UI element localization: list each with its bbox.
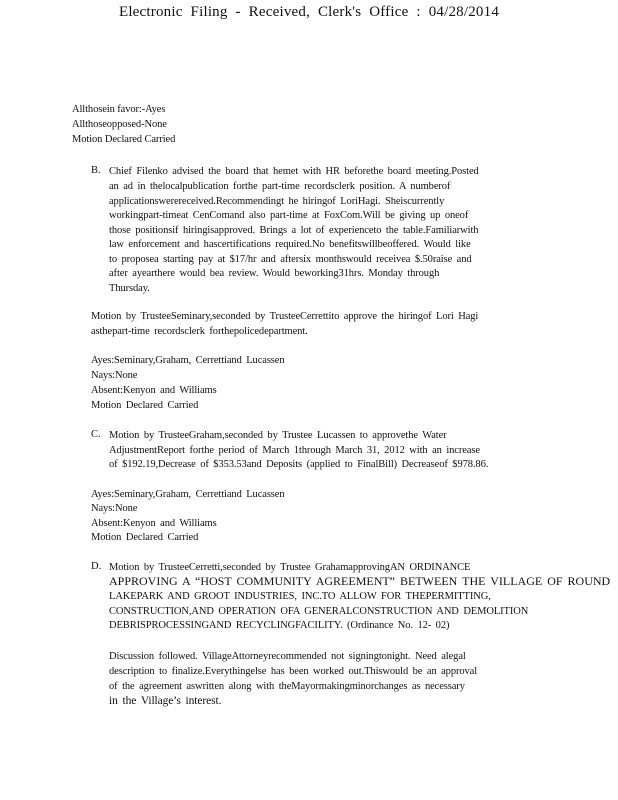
section-d-line: CONSTRUCTION,AND OPERATION OFA GENERALCONSTRUCTION AND DEMOLITION	[109, 606, 529, 617]
section-d-discussion-line: Discussion followed. VillageAttorneyrecommended not signingtonight. Need alegal	[109, 651, 466, 662]
section-b-motion-line: Motion by TrusteeSeminary,seconded by TrusteeCerrettito approve the hiringof Lori Hagi	[91, 311, 479, 322]
section-d-discussion-line: description to finalize.Everythingelse has been worked out.Thiswould be an approval	[109, 666, 478, 677]
section-b-line: applicationswerereceived.Recommendingt he hiringof LoriHagi. Sheiscurrently	[109, 196, 445, 207]
section-d-line: DEBRISPROCESSINGAND RECYCLINGFACILITY. (Ordinance No. 12- 02)	[109, 620, 450, 631]
top-vote-line: Allthoseopposed-None	[72, 119, 167, 130]
section-b-line: after ayearthere would bea review. Would beworking31hrs. Monday through	[109, 268, 440, 279]
section-d-label: D.	[91, 561, 102, 572]
section-b-motion-line: asthepart-time recordsclerk forthepolicedepartment.	[91, 326, 308, 337]
section-c-line: of $192.19,Decrease of $353.53and Deposits (applied to FinalBill) Decreaseof $978.86.	[109, 459, 489, 470]
section-d-discussion-line: of the agreement aswritten along with theMayormakingminorchanges as necessary	[109, 681, 465, 692]
filing-header: Electronic Filing - Received, Clerk's Office : 04/28/2014	[118, 4, 500, 20]
section-c-line: AdjustmentReport forthe period of March 1through March 31, 2012 with an increase	[109, 445, 480, 456]
section-d-line: LAKEPARK AND GROOT INDUSTRIES, INC.TO ALLOW FOR THEPERMITTING,	[109, 591, 491, 602]
section-c-label: C.	[91, 429, 101, 440]
section-b-line: an ad in thelocalpublication forthe part-time recordsclerk position. A numberof	[109, 181, 451, 192]
section-d-line: Motion by TrusteeCerretti,seconded by Trustee GrahamapprovingAN ORDINANCE	[109, 562, 471, 573]
section-b-vote-line: Absent:Kenyon and Williams	[91, 385, 217, 396]
section-b-line: law enforcement and hascertifications required.No benefitswillbeoffered. Would like	[109, 239, 471, 250]
section-b-line: to proposea starting pay at $17/hr and aftersix monthswould receivea $.50raise and	[109, 254, 472, 265]
section-d-ordinance-title: APPROVING A “HOST COMMUNITY AGREEMENT” BETWEEN THE VILLAGE OF ROUND	[109, 574, 611, 588]
section-b-vote-line: Motion Declared Carried	[91, 400, 199, 411]
section-b-line: those positionsif hiringisapproved. Brings a lot of experienceto the table.Familiarwith	[109, 225, 479, 236]
section-b-line: workingpart-timeat CenComand also part-time at FoxCom.Will be giving up oneof	[109, 210, 469, 221]
section-b-label: B.	[91, 165, 101, 176]
section-d-discussion-line: in the Village’s interest.	[109, 695, 222, 707]
section-c-vote-line: Ayes:Seminary,Graham, Cerrettiand Lucassen	[91, 489, 285, 500]
section-b-vote-line: Nays:None	[91, 370, 138, 381]
top-vote-line: Allthosein favor:-Ayes	[72, 104, 166, 115]
section-c-line: Motion by TrusteeGraham,seconded by Trustee Lucassen to approvethe Water	[109, 430, 447, 441]
section-c-vote-line: Absent:Kenyon and Williams	[91, 518, 217, 529]
section-c-vote-line: Motion Declared Carried	[91, 532, 199, 543]
top-vote-line: Motion Declared Carried	[72, 134, 176, 145]
section-b-line: Chief Filenko advised the board that hemet with HR beforethe board meeting.Posted	[109, 166, 479, 177]
section-b-vote-line: Ayes:Seminary,Graham, Cerrettiand Lucassen	[91, 355, 285, 366]
section-b-line: Thursday.	[109, 283, 150, 294]
section-c-vote-line: Nays:None	[91, 503, 138, 514]
